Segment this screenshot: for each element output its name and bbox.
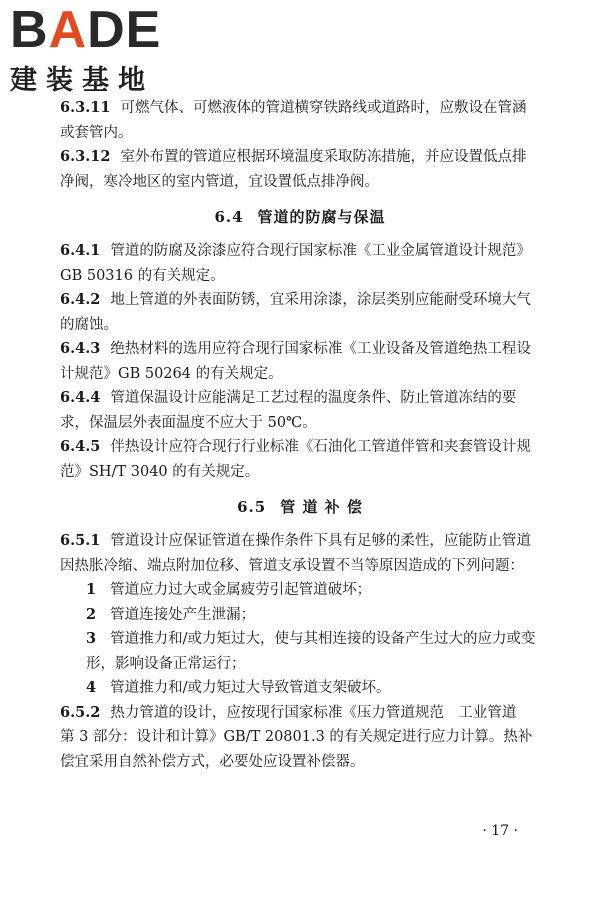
- clause-6-3-12: 6.3.12 室外布置的管道应根据环境温度采取防冻措施，并应设置低点排净阀，寒冷地区的室内管道，宜设置低点排净阀。: [60, 148, 527, 190]
- document-body: [60, 96, 540, 774]
- clause-6-4-5: 6.4.5 伴热设计应符合现行行业标准《石油化工管道伴管和夹套管设计规范》SH/T 3040 的有关规定。: [60, 438, 531, 480]
- logo-accent-letter: A: [48, 1, 88, 59]
- list-item: 2 管道连接处产生泄漏；: [86, 605, 256, 623]
- clause-6-3-11: 6.3.11 可燃气体、可燃液体的管道横穿铁路线或道路时，应敷设在管涵或套管内。: [60, 99, 527, 141]
- bade-logo: [10, 1, 175, 97]
- clause-6-4-2: 6.4.2 地上管道的外表面防锈，宜采用涂漆，涂层类别应能耐受环境大气的腐蚀。: [60, 291, 531, 333]
- clause-6-4-4: 6.4.4 管道保温设计应能满足工艺过程的温度条件、防止管道冻结的要求，保温层外表面温度不应大于 50℃。: [60, 389, 517, 431]
- section-heading-6-4: 6.4 管道的防腐与保温: [214, 208, 386, 226]
- list-item: 3 管道推力和/或力矩过大，使与其相连接的设备产生过大的应力或变形，影响设备正常运行；: [86, 630, 536, 672]
- page-number: · 17 ·: [482, 823, 518, 839]
- list-item: 4 管道推力和/或力矩过大导致管道支架破坏。: [86, 679, 391, 696]
- clause-6-4-3: 6.4.3 绝热材料的选用应符合现行国家标准《工业设备及管道绝热工程设计规范》GB 50264 的有关规定。: [60, 340, 531, 382]
- section-heading-6-5: 6.5 管 道 补 偿: [237, 498, 363, 516]
- clause-6-4-1: 6.4.1 管道的防腐及涂漆应符合现行国家标准《工业金属管道设计规范》GB 50316 的有关规定。: [60, 242, 531, 284]
- list-item: 1 管道应力过大或金属疲劳引起管道破坏；: [86, 581, 372, 598]
- clause-6-5-2: 6.5.2 热力管道的设计，应按现行国家标准《压力管道规范 工业管道 第 3 部分：设计和计算》GB/T 20801.3 的有关规定进行应力计算。热补偿宜采用自然补偿方式，必要处应设置补偿器。: [60, 703, 533, 770]
- logo-chinese-text: 建装基地: [10, 65, 154, 96]
- clause-6-5-1: 6.5.1 管道设计应保证管道在操作条件下具有足够的柔性，应能防止管道因热胀冷缩、端点附加位移、管道支承设置不当等原因造成的下列问题：: [60, 532, 531, 574]
- logo-wordmark: BADE: [10, 1, 162, 59]
